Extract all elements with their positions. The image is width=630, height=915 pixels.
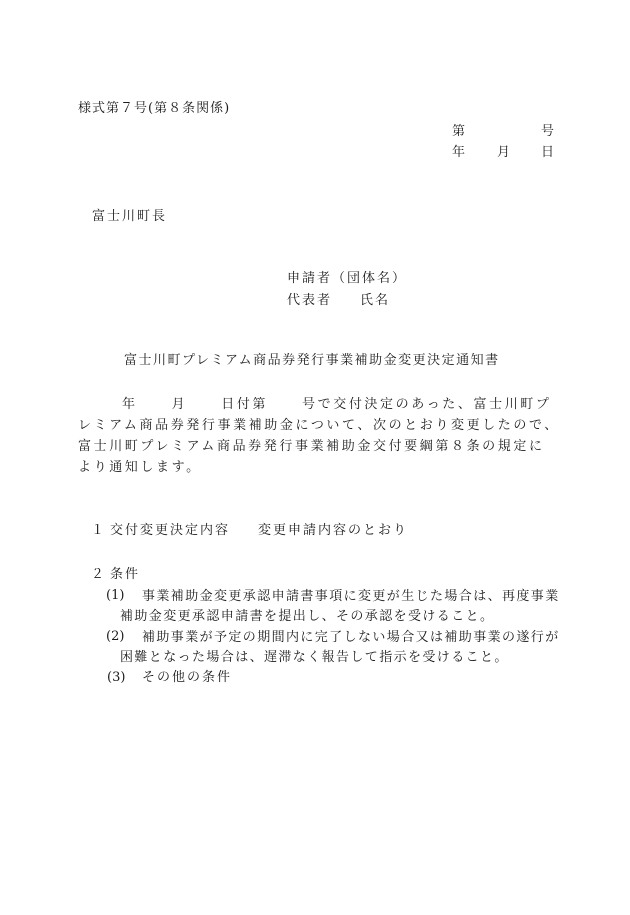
document-title: 富士川町プレミアム商品券発行事業補助金変更決定通知書 (124, 353, 500, 368)
condition-item-3-number: (3) (107, 670, 126, 685)
date-day: 日 (541, 145, 555, 160)
body-month: 月 (171, 397, 188, 412)
condition-item-2-number: (2) (106, 629, 125, 644)
body-text: 号で交付決定のあった、富士川町プレミアム商品券発行事業補助金について、次のとおり変更したので、富士川町プレミアム商品券発行事業補助金交付要綱第８条の規定により通知します。 (78, 397, 560, 475)
section1-label: 交付変更決定内容 (110, 523, 231, 538)
condition-item-2-text: 補助事業が予定の期間内に完了しない場合又は補助事業の遂行が困難となった場合は、遅滞なく報告して指示を受けること。 (120, 630, 560, 665)
representative-name-label: 氏名 (360, 293, 391, 308)
section2-number: ２ (91, 567, 105, 582)
addressee: 富士川町長 (92, 209, 168, 224)
date-year: 年 (452, 145, 466, 160)
body-day-ref: 日付第 (221, 397, 269, 412)
body-paragraph (78, 394, 560, 478)
representative-label: 代表者 (287, 293, 333, 308)
body-year: 年 (122, 397, 138, 412)
condition-item-3-text: その他の条件 (142, 670, 233, 685)
form-number: 様式第７号(第８条関係) (78, 101, 231, 116)
section1-value: 変更申請内容のとおり (258, 523, 409, 538)
section1-number: １ (91, 523, 105, 538)
section2-label: 条件 (110, 567, 141, 582)
condition-item-1-number: (1) (106, 588, 125, 603)
document-number-prefix: 第 (452, 124, 466, 139)
document-number-suffix: 号 (541, 124, 555, 139)
date-month: 月 (497, 145, 511, 160)
condition-item-1-text: 事業補助金変更承認申請書事項に変更が生じた場合は、再度事業補助金変更承認申請書を提出し、その承認を受けること。 (120, 589, 560, 624)
applicant-label: 申請者（団体名） (287, 271, 408, 286)
